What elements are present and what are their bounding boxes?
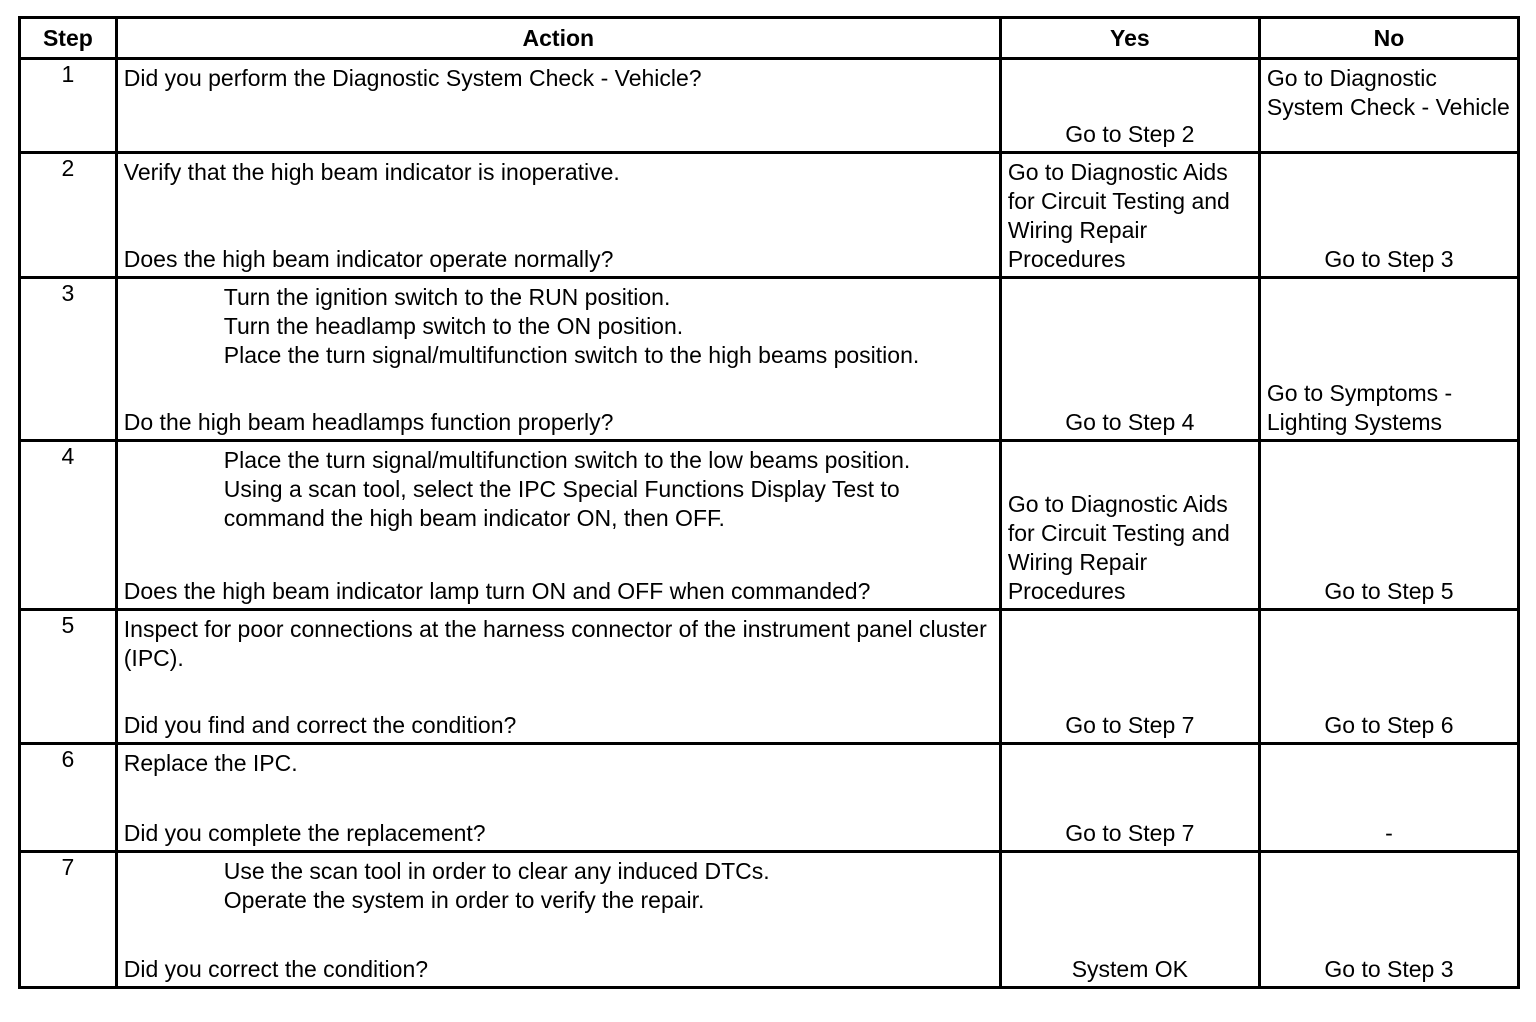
no-result-cell [1259,744,1518,852]
table-row [20,278,1519,441]
yes-result-text: Go to Diagnostic Aids for Circuit Testing and Wiring Repair Procedures [1007,491,1230,604]
action-instructions [124,615,993,673]
no-result-box [1261,745,1517,850]
header-no: No [1259,18,1518,59]
action-question: Did you complete the replacement? [123,820,486,846]
no-result-text: Go to Step 3 [1324,246,1454,272]
yes-result-cell [1000,744,1259,852]
action-content [118,611,999,742]
action-content [118,279,999,439]
action-instruction: Verify that the high beam indicator is inoperative. [123,159,620,185]
table-row [20,610,1519,744]
action-instruction: Turn the headlamp switch to the ON position. [223,313,684,339]
table-row [20,153,1519,278]
header-yes: Yes [1000,18,1259,59]
action-instruction: Replace the IPC. [123,750,298,776]
action-question: Does the high beam indicator lamp turn ON and OFF when commanded? [123,578,871,604]
no-result-box [1261,853,1517,986]
no-result-text: Go to Step 3 [1324,956,1454,982]
yes-result-box [1002,442,1258,608]
action-instruction: Use the scan tool in order to clear any induced DTCs. [223,858,770,884]
diagnostic-table [18,16,1520,989]
yes-result-text: Go to Step 7 [1065,820,1195,846]
table-row [20,441,1519,610]
step-number: 4 [20,441,117,610]
table-body [20,59,1519,988]
action-instruction: Place the turn signal/multifunction switch to the low beams position. [223,447,911,473]
action-instruction: Using a scan tool, select the IPC Special Functions Display Test to command the high beam indicator ON, then OFF. [223,476,900,531]
yes-result-cell [1000,153,1259,278]
action-instructions [124,749,993,778]
yes-result-box [1002,279,1258,439]
no-result-text: Go to Step 6 [1324,712,1454,738]
action-cell [116,59,1000,153]
header-step: Step [20,18,117,59]
yes-result-cell [1000,441,1259,610]
no-result-text: Go to Symptoms - Lighting Systems [1266,380,1453,435]
yes-result-text: Go to Step 4 [1065,409,1195,435]
action-question: Did you find and correct the condition? [123,712,517,738]
yes-result-text: Go to Step 2 [1065,121,1195,147]
action-question: Do the high beam headlamps function properly? [123,409,614,435]
yes-result-box [1002,60,1258,151]
action-instruction: Operate the system in order to verify the repair. [223,887,705,913]
action-cell [116,744,1000,852]
no-result-text: Go to Step 5 [1324,578,1454,604]
action-instruction: Did you perform the Diagnostic System Check - Vehicle? [123,65,702,91]
step-number: 2 [20,153,117,278]
step-number: 1 [20,59,117,153]
yes-result-box [1002,611,1258,742]
table-row [20,852,1519,988]
yes-result-box [1002,745,1258,850]
step-number: 5 [20,610,117,744]
action-instructions [124,446,993,533]
yes-result-cell [1000,278,1259,441]
no-result-cell [1259,852,1518,988]
no-result-cell [1259,59,1518,153]
action-content [118,853,999,986]
yes-result-cell [1000,59,1259,153]
step-number: 7 [20,852,117,988]
yes-result-text: Go to Step 7 [1065,712,1195,738]
no-result-box [1261,154,1517,276]
yes-result-cell [1000,852,1259,988]
action-instructions [124,283,993,370]
action-instruction: Place the turn signal/multifunction switch to the high beams position. [223,342,920,368]
table-row [20,744,1519,852]
yes-result-cell [1000,610,1259,744]
step-number: 3 [20,278,117,441]
action-cell [116,610,1000,744]
yes-result-text: Go to Diagnostic Aids for Circuit Testing and Wiring Repair Procedures [1007,159,1230,272]
action-instructions [124,158,993,187]
action-cell [116,153,1000,278]
action-content [118,442,999,608]
action-content [118,154,999,276]
action-content [118,60,999,151]
action-question: Does the high beam indicator operate normally? [123,246,614,272]
no-result-box [1261,279,1517,439]
action-cell [116,852,1000,988]
table-row [20,59,1519,153]
no-result-cell [1259,610,1518,744]
step-number: 6 [20,744,117,852]
yes-result-box [1002,154,1258,276]
no-result-cell [1259,441,1518,610]
no-result-box [1261,442,1517,608]
action-instruction: Turn the ignition switch to the RUN position. [223,284,671,310]
action-instructions [124,64,993,93]
yes-result-box [1002,853,1258,986]
no-result-box [1261,60,1517,151]
action-instructions [124,857,993,915]
no-result-text: - [1385,820,1393,846]
action-question: Did you correct the condition? [123,956,429,982]
header-row [20,18,1519,59]
no-result-cell [1259,153,1518,278]
action-cell [116,278,1000,441]
action-cell [116,441,1000,610]
action-content [118,745,999,850]
header-action: Action [116,18,1000,59]
no-result-cell [1259,278,1518,441]
action-instruction: Inspect for poor connections at the harness connector of the instrument panel cluster (IPC). [123,616,987,671]
no-result-box [1261,611,1517,742]
yes-result-text: System OK [1071,956,1189,982]
no-result-text: Go to Diagnostic System Check - Vehicle [1266,65,1510,120]
